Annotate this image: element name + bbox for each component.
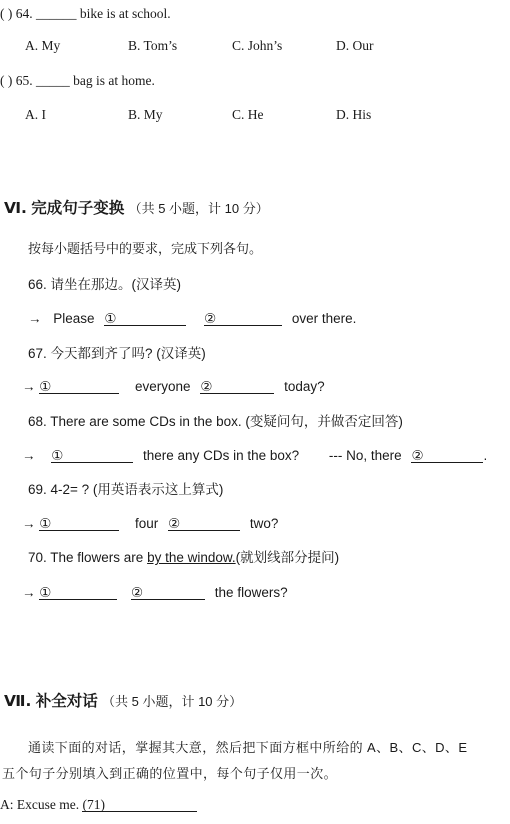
question-64 (0, 5, 171, 23)
item-67-question: 67. 今天都到齐了吗? (汉译英) (28, 346, 206, 361)
speaker-label: A: (0, 797, 14, 812)
answer-blank-2[interactable]: ② (411, 447, 483, 463)
answer-blank-2[interactable]: ② (131, 584, 205, 600)
section-title: 完成句子变换 (31, 199, 125, 217)
arrow-icon: → (22, 379, 36, 394)
arrow-icon: → (22, 448, 36, 463)
option-d: D. His (336, 107, 372, 122)
item-70-question: 70. The flowers are by the window.(就划线部分提问) (28, 550, 340, 565)
underlined-phrase: by the window. (147, 550, 236, 565)
dialog-line-a: A: Excuse me. (71) (0, 796, 197, 814)
section-note: （共 5 小题，计 10 分） (102, 694, 243, 709)
option-b: B. My (128, 107, 163, 122)
item-70-answer: → ① ② the flowers? (22, 585, 288, 600)
question-number: 64. (15, 6, 33, 21)
option-a: A. My (25, 38, 61, 53)
answer-paren: ( ) (0, 6, 13, 21)
answer-blank-2[interactable]: ② (204, 310, 282, 326)
question-text: bag is at home. (73, 73, 155, 88)
section-7-instruction: 通读下面的对话，掌握其大意，然后把下面方框中所给的 A、B、C、D、E 五个句子分别填入到正确的位置中，每个句子仅用一次。 (2, 740, 468, 781)
arrow-icon: → (28, 311, 42, 326)
question-text: bike is at school. (79, 6, 171, 21)
section-6-heading (4, 199, 269, 218)
item-66-question: 66. 请坐在那边。(汉译英) (28, 277, 182, 292)
option-d: D. Our (336, 38, 374, 53)
section-note: （共 5 小题，计 10 分） (128, 201, 269, 216)
item-68-answer: → ① there any CDs in the box? --- No, there ② . (22, 448, 488, 463)
answer-blank-2[interactable]: ② (168, 515, 240, 531)
answer-blank-1[interactable]: ① (51, 447, 133, 463)
item-69-answer: → ① four ② two? (22, 516, 279, 531)
section-numeral: Ⅶ. (4, 692, 32, 710)
section-numeral: Ⅵ. (4, 199, 27, 217)
item-67-answer: → ① everyone ② today? (22, 379, 325, 394)
answer-blank-1[interactable]: ① (39, 515, 119, 531)
option-b: B. Tom’s (128, 38, 178, 53)
answer-paren: ( ) (0, 73, 13, 88)
option-c: C. John’s (232, 38, 283, 53)
arrow-icon: → (22, 585, 36, 600)
option-c: C. He (232, 107, 264, 122)
section-7-heading (4, 692, 242, 711)
section-title: 补全对话 (35, 692, 98, 710)
item-66-answer: → Please ① ② over there. (28, 311, 357, 326)
question-blank: _____ (36, 73, 70, 88)
question-blank: ______ (36, 6, 77, 21)
answer-blank-1[interactable]: ① (39, 378, 119, 394)
question-number: 65. (15, 73, 33, 88)
answer-blank-71[interactable]: (71) (82, 796, 197, 812)
question-65 (0, 72, 155, 90)
section-6-instruction: 按每小题括号中的要求，完成下列各句。 (28, 241, 263, 256)
arrow-icon: → (22, 516, 36, 531)
option-a: A. I (25, 107, 46, 122)
item-68-question: 68. There are some CDs in the box. (变疑问句，并做否定回答) (28, 414, 403, 429)
answer-blank-2[interactable]: ② (200, 378, 274, 394)
answer-blank-1[interactable]: ① (39, 584, 117, 600)
answer-blank-1[interactable]: ① (104, 310, 186, 326)
item-69-question: 69. 4-2= ? (用英语表示这上算式) (28, 482, 224, 497)
